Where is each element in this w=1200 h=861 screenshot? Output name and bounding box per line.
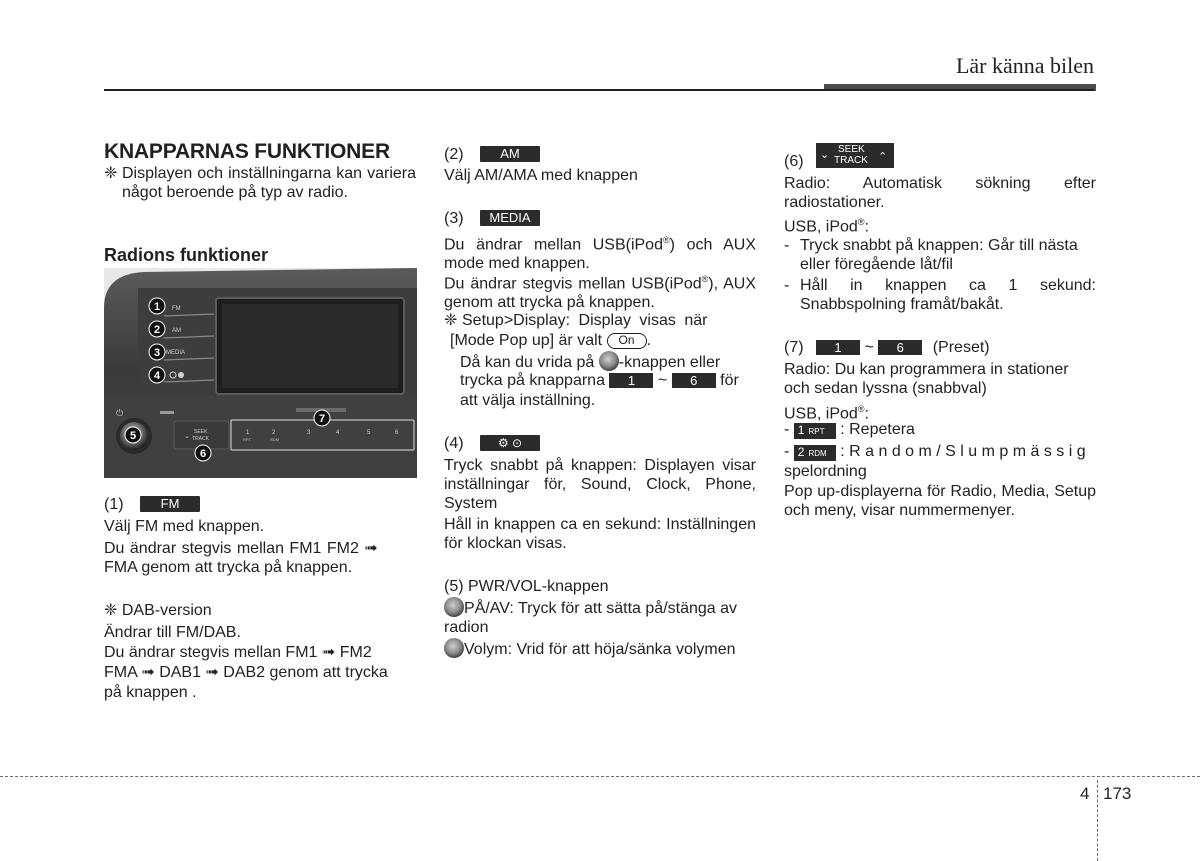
- bullet-dash: -: [784, 443, 790, 460]
- usb-label-b: :: [864, 405, 869, 423]
- radio-panel-illustration: [104, 268, 417, 478]
- dab-line-2: Du ändrar stegvis mellan FM1 ➟ FM2: [104, 644, 372, 661]
- on-button: On: [607, 333, 647, 349]
- dab-line-3: FMA ➟ DAB1 ➟ DAB2 genom att trycka: [104, 664, 388, 681]
- popup-text: Pop up-displayerna för Radio, Media, Setup och meny, visar nummermenyer.: [784, 483, 1096, 519]
- preset-6-label: 6: [395, 430, 399, 436]
- random-button-number: 2: [797, 445, 805, 459]
- chevron-down-icon: ⌄: [820, 149, 830, 161]
- item-4-para-2: Håll in knappen ca en sekund: Inställningen för klockan visas.: [444, 516, 756, 552]
- preset-6-button: 6: [878, 340, 922, 355]
- item-3-note-line-3: [460, 351, 756, 372]
- item-1-line-2: Du ändrar stegvis mellan FM1 FM2 ➟: [104, 540, 378, 557]
- item-3-para-1-b: ) och AUX mode med knappen.: [444, 236, 757, 273]
- item-3-note-mark: ❈: [444, 312, 458, 329]
- preset-2-label: 2: [272, 430, 276, 436]
- item-3-para-1-a: Du ändrar mellan USB(iPod: [444, 236, 663, 254]
- tune-knob-icon: [599, 351, 619, 371]
- repeat-button-number: 1: [797, 423, 805, 437]
- callout-3: 3: [153, 347, 161, 359]
- footer-dashed-rule: [0, 776, 1200, 777]
- item-3-para-2: [444, 270, 756, 312]
- item-3-note-line-2: [450, 331, 756, 350]
- item-7-para-1: Radio: Du kan programmera in stationer och sedan lyssna (snabbval): [784, 361, 1069, 397]
- random-button: [794, 445, 836, 461]
- callout-7: 7: [318, 413, 326, 425]
- item-6-bullet-1-text: Tryck snabbt på knappen: Går till nästa eller föregående låt/fil: [800, 237, 1078, 273]
- track-label: TRACK: [192, 436, 209, 442]
- item-3-para-2-a: Du ändrar stegvis mellan USB(iPod: [444, 275, 702, 293]
- svg-text:⌄: ⌄: [184, 433, 190, 440]
- dab-line-1: Ändrar till FM/DAB.: [104, 624, 241, 641]
- item-3-note-line-3-b: -knappen eller: [618, 354, 721, 371]
- random-button-label: RDM: [808, 449, 827, 458]
- pwr-vol-knob-icon: [444, 597, 464, 617]
- am-button-label: AM: [172, 328, 181, 334]
- chapter-number: 4: [1080, 784, 1090, 803]
- usb-label-b: :: [864, 218, 869, 236]
- callout-5: 5: [129, 430, 137, 442]
- header-rule: [104, 89, 1094, 91]
- am-button: AM: [480, 146, 540, 162]
- item-6-usb: [784, 213, 869, 236]
- dab-heading: [104, 601, 212, 620]
- item-3-note-line-3-a: Då kan du vrida på: [460, 354, 595, 371]
- item-3-note-line-4: [460, 371, 756, 390]
- item-5-line-1: [444, 597, 756, 637]
- dab-line-4: på knappen .: [104, 684, 197, 701]
- item-5-line-2: [444, 638, 756, 659]
- registered-mark: ®: [701, 274, 709, 284]
- fm-button-label: FM: [172, 306, 181, 312]
- track-label: TRACK: [834, 155, 868, 166]
- item-7-number: (7): [784, 339, 804, 356]
- footer-vertical-rule: [1097, 780, 1098, 861]
- item-1-number: (1): [104, 496, 124, 513]
- subsection-heading: Radions funktioner: [104, 245, 269, 265]
- item-4-para-1: Tryck snabbt på knappen: Displayen visar inställningar för, Sound, Clock, Phone, System: [444, 457, 756, 512]
- note-mark: ❈: [104, 165, 118, 182]
- range-tilde: ~: [657, 372, 668, 389]
- preset-rpt-label: RPT: [243, 437, 251, 442]
- seek-label: SEEK: [194, 429, 208, 435]
- repeat-button: [794, 423, 836, 439]
- page-number: 173: [1103, 784, 1132, 803]
- item-3-note-line-4-a: trycka på knapparna: [460, 372, 605, 389]
- item-3-note-line-5: att välja inställning.: [460, 392, 596, 409]
- registered-mark: ®: [662, 235, 670, 245]
- item-4-header: [444, 434, 540, 453]
- usb-label-a: USB, iPod: [784, 405, 858, 423]
- item-2-number: (2): [444, 146, 464, 163]
- item-6-bullet-2-text: Håll in knappen ca 1 sekund: Snabbspolning framåt/bakåt.: [800, 277, 1096, 313]
- item-3-note-line-1: Setup>Display: Display visas när: [462, 312, 708, 329]
- item-4-number: (4): [444, 435, 464, 452]
- preset-6-button: 6: [672, 373, 716, 388]
- item-5-title: (5) PWR/VOL-knappen: [444, 578, 609, 595]
- item-1-line-3: FMA genom att trycka på knappen.: [104, 559, 353, 576]
- item-3-number: (3): [444, 210, 464, 227]
- intro-note-text: Displayen och inställningarna kan variera något beroende på typ av radio.: [122, 165, 416, 201]
- preset-rdm-label: RDM: [270, 437, 280, 442]
- preset-label: (Preset): [932, 339, 990, 356]
- registered-mark: ®: [857, 217, 865, 227]
- item-3-note-line-4-b: för: [720, 372, 739, 389]
- callout-2: 2: [153, 324, 161, 336]
- preset-3-label: 3: [307, 430, 311, 436]
- item-5-line-1-text: PÅ/AV: Tryck för att sätta på/stänga av radion: [444, 600, 738, 636]
- item-2-text: Välj AM/AMA med knappen: [444, 167, 638, 184]
- svg-text:⏻: ⏻: [116, 409, 124, 419]
- fm-button: FM: [140, 496, 200, 512]
- usb-label-a: USB, iPod: [784, 218, 858, 236]
- bullet-dash: -: [784, 421, 790, 438]
- item-2-header: [444, 145, 540, 164]
- repeat-button-label: RPT: [808, 427, 825, 436]
- rdm-row: [784, 442, 1096, 461]
- preset-5-label: 5: [367, 430, 371, 436]
- dab-mark: ❈: [104, 602, 118, 619]
- item-3-para-1: [444, 231, 756, 273]
- callout-6: 6: [199, 448, 207, 460]
- item-3-note-line-2-b: .: [646, 332, 651, 349]
- range-tilde: ~: [864, 339, 874, 356]
- item-3-para-2-b: ), AUX genom att trycka på knappen.: [444, 275, 757, 312]
- radio-panel-drawing: [104, 268, 417, 478]
- chevron-up-icon: ⌃: [878, 151, 888, 163]
- media-button-label: MEDIA: [166, 350, 186, 356]
- random-text-cont: spelordning: [784, 463, 867, 480]
- bullet-dash: -: [784, 277, 790, 294]
- item-7-header: [784, 338, 1096, 357]
- callout-4: 4: [153, 370, 161, 382]
- preset-1-label: 1: [246, 430, 250, 436]
- item-1-line-1: Välj FM med knappen.: [104, 518, 265, 535]
- setup-clock-button: ⚙ ⊙: [480, 435, 540, 451]
- seek-label: SEEK: [838, 144, 865, 155]
- item-3-note-line-2-a: [Mode Pop up] är valt: [450, 332, 603, 349]
- preset-4-label: 4: [336, 430, 340, 436]
- repeat-text: : Repetera: [840, 421, 915, 438]
- dab-title: DAB-version: [121, 602, 212, 619]
- callout-1: 1: [153, 301, 161, 313]
- item-3-header: [444, 209, 540, 228]
- rpt-row: [784, 420, 1096, 439]
- item-6-para-1: Radio: Automatisk sökning efter radiostationer.: [784, 175, 1096, 211]
- page-header-title: Lär känna bilen: [955, 53, 1094, 78]
- item-6-number: (6): [784, 153, 804, 170]
- section-heading: KNAPPARNAS FUNKTIONER: [104, 140, 390, 163]
- item-5-line-2-text: Volym: Vrid för att höja/sänka volymen: [464, 641, 736, 658]
- preset-1-button: 1: [609, 373, 653, 388]
- registered-mark: ®: [857, 404, 865, 414]
- item-1-header: [104, 495, 200, 514]
- bullet-dash: -: [784, 237, 790, 254]
- media-button: MEDIA: [480, 210, 540, 226]
- random-text: : R a n d o m / S l u m p m ä s s i g: [840, 443, 1086, 460]
- seek-track-button: [816, 143, 894, 168]
- volume-knob-icon: [444, 638, 464, 658]
- preset-1-button: 1: [816, 340, 860, 355]
